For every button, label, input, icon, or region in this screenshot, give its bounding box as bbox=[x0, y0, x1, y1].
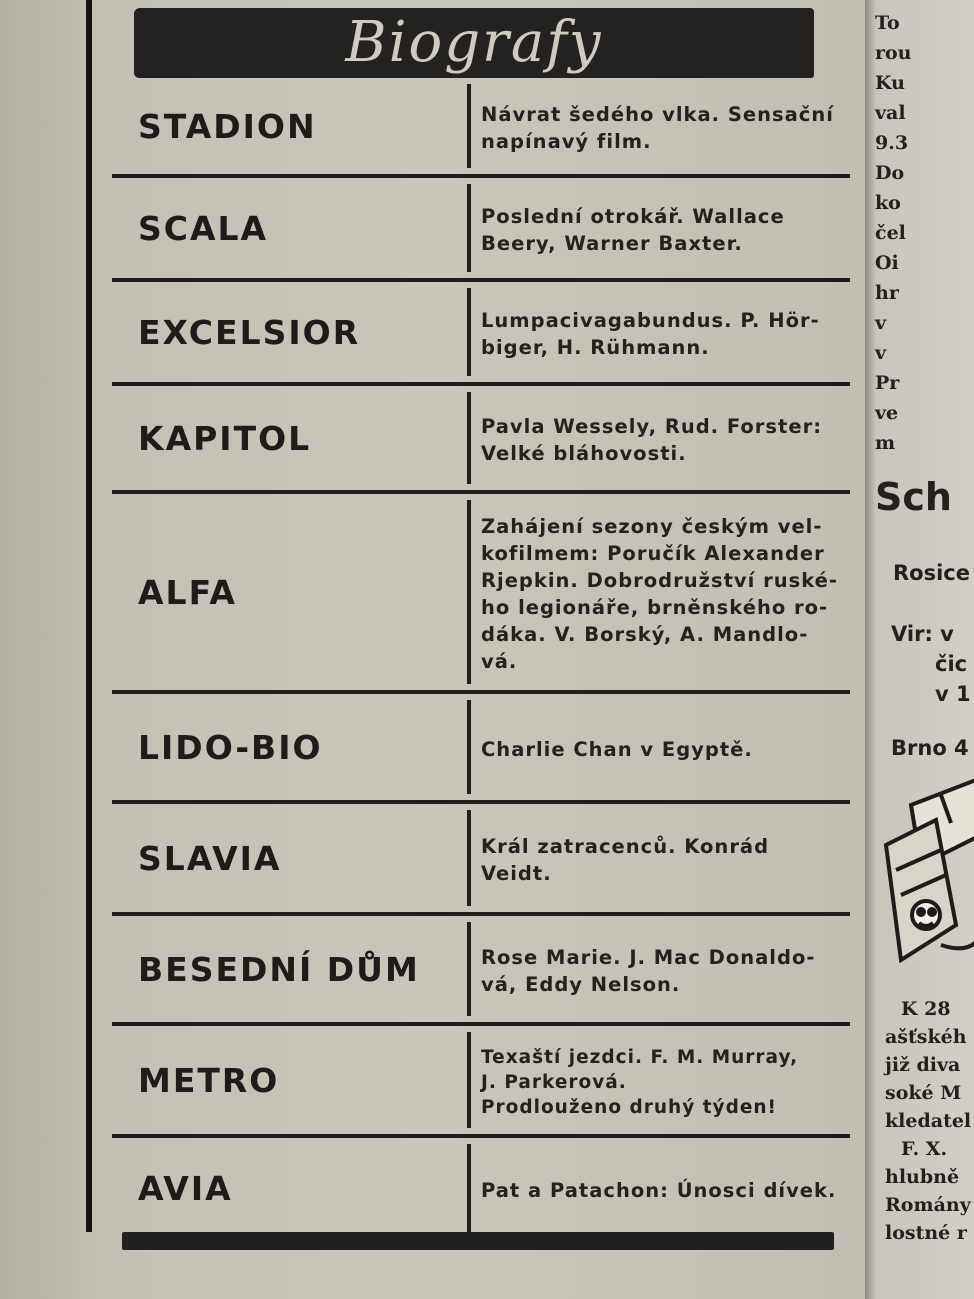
cinema-name: SCALA bbox=[138, 208, 269, 248]
film-text: Pavla Wessely, Rud. Forster: Velké bláhovosti. bbox=[481, 415, 822, 465]
right-text-line: čel bbox=[875, 222, 906, 244]
right-text-line: ve bbox=[875, 402, 899, 424]
right-text-line: již diva bbox=[885, 1054, 961, 1076]
right-text-line: ko bbox=[875, 192, 901, 214]
cinema-row bbox=[112, 494, 850, 694]
right-text-line: To bbox=[875, 12, 900, 34]
film-description bbox=[471, 178, 850, 278]
right-text-line: v bbox=[875, 342, 887, 364]
cinema-name: METRO bbox=[138, 1060, 280, 1100]
right-text-line: Do bbox=[875, 162, 905, 184]
right-text-line: lostné r bbox=[885, 1222, 967, 1244]
right-text-line: v bbox=[875, 312, 887, 334]
right-text-line: Brno 4 bbox=[891, 736, 969, 760]
right-text-line: Oi bbox=[875, 252, 899, 274]
film-text: Rose Marie. J. Mac Donaldo- vá, Eddy Nelson. bbox=[481, 946, 816, 996]
right-text-line: Ku bbox=[875, 72, 905, 94]
film-description bbox=[471, 1138, 850, 1238]
banner-title: Biografy bbox=[345, 10, 603, 75]
right-text-line: Pr bbox=[875, 372, 900, 394]
film-text: Texaští jezdci. F. M. Murray, J. Parkerová. Prodlouženo druhý týden! bbox=[481, 1046, 799, 1118]
cinema-name: KAPITOL bbox=[138, 418, 312, 458]
cinema-name: EXCELSIOR bbox=[138, 312, 361, 352]
right-text-line: v 1 bbox=[935, 682, 971, 706]
banner bbox=[134, 8, 814, 78]
cinema-row bbox=[112, 78, 850, 178]
column-rule bbox=[86, 0, 92, 1232]
right-text-line: Romány bbox=[885, 1194, 971, 1216]
cinema-rows bbox=[112, 78, 850, 1238]
film-description bbox=[471, 1026, 850, 1134]
film-text: Pat a Patachon: Únosci dívek. bbox=[481, 1178, 837, 1202]
cinema-name: LIDO-BIO bbox=[138, 727, 323, 767]
right-text-line: K 28 bbox=[901, 998, 951, 1020]
right-text-line: hlubně bbox=[885, 1166, 960, 1188]
right-text-line: ašťskéh bbox=[885, 1026, 967, 1048]
cinema-name: SLAVIA bbox=[138, 838, 282, 878]
cinema-listing bbox=[112, 0, 850, 1265]
cinema-name: BESEDNÍ DŮM bbox=[138, 949, 420, 989]
film-text: Poslední otrokář. Wallace Beery, Warner Baxter. bbox=[481, 205, 785, 255]
cinema-name: ALFA bbox=[138, 572, 237, 612]
right-heading: Sch bbox=[875, 475, 952, 519]
cinema-row bbox=[112, 282, 850, 386]
film-description bbox=[471, 386, 850, 490]
cinema-name: STADION bbox=[138, 106, 317, 146]
cinema-row bbox=[112, 694, 850, 804]
film-description bbox=[471, 804, 850, 912]
film-description bbox=[471, 282, 850, 382]
right-text-line: kledatel bbox=[885, 1110, 972, 1132]
right-text-line: soké M bbox=[885, 1082, 962, 1104]
book-illustration-icon bbox=[881, 775, 974, 985]
right-text-line: val bbox=[875, 102, 906, 124]
film-text: Lumpacivagabundus. P. Hör- biger, H. Rühmann. bbox=[481, 309, 820, 359]
cinema-row bbox=[112, 386, 850, 494]
right-text-line: hr bbox=[875, 282, 899, 304]
cinema-row bbox=[112, 916, 850, 1026]
right-text-line: m bbox=[875, 432, 896, 454]
cinema-name: AVIA bbox=[138, 1168, 233, 1208]
cinema-row bbox=[112, 804, 850, 916]
right-text-line: Vir: v bbox=[891, 622, 954, 646]
right-text-line: F. X. bbox=[901, 1138, 948, 1160]
film-description bbox=[471, 916, 850, 1022]
film-text: Zahájení sezony českým vel- kofilmem: Poručík Alexander Rjepkin. Dobrodružství ruské- ho legionáře, brněnského ro- dáka. V. Borský, A. Mandlo- vá. bbox=[481, 515, 838, 673]
cinema-row bbox=[112, 1026, 850, 1138]
right-text-line: rou bbox=[875, 42, 912, 64]
film-description bbox=[471, 78, 850, 174]
film-text: Král zatracenců. Konrád Veidt. bbox=[481, 835, 770, 885]
cinema-row bbox=[112, 1138, 850, 1238]
right-text-line: 9.3 bbox=[875, 132, 909, 154]
film-description bbox=[471, 694, 850, 800]
right-text-line: Rosice bbox=[893, 561, 970, 585]
film-description bbox=[471, 494, 850, 690]
film-text: Charlie Chan v Egyptě. bbox=[481, 737, 753, 761]
cinema-row bbox=[112, 178, 850, 282]
bottom-rule bbox=[122, 1232, 834, 1250]
film-text: Návrat šedého vlka. Sensační napínavý film. bbox=[481, 103, 834, 153]
right-page bbox=[865, 0, 974, 1299]
right-text-line: čic bbox=[935, 652, 968, 676]
